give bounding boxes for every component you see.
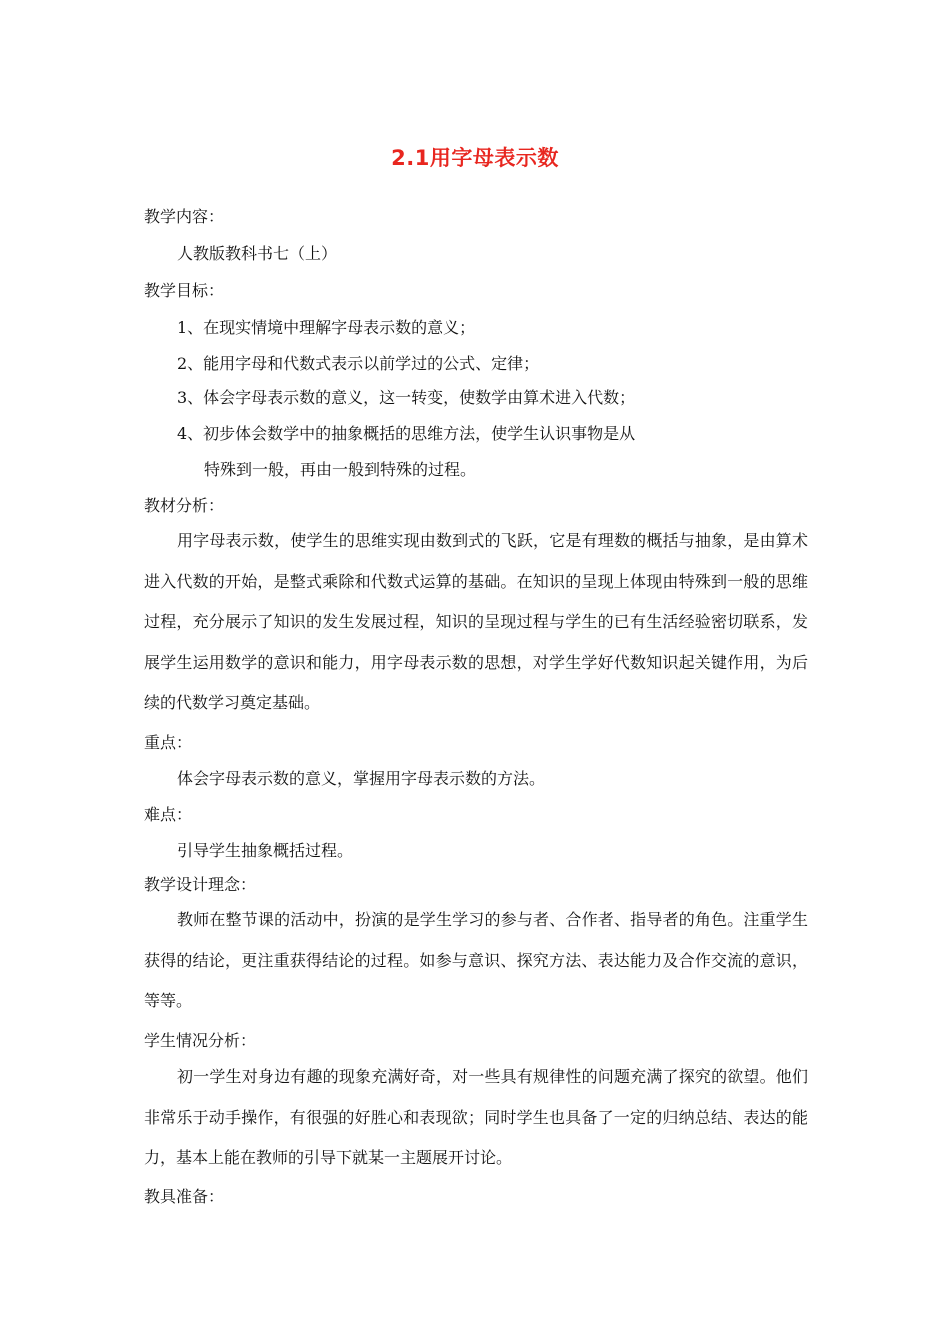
goals-heading: 教学目标： — [144, 281, 225, 300]
tools-heading: 教具准备： — [144, 1187, 225, 1206]
content-heading: 教学内容： — [144, 207, 225, 226]
page-title: 2.1用字母表示数 — [391, 146, 559, 170]
goal-item-2: 2、能用字母和代数式表示以前学过的公式、定律； — [177, 354, 540, 373]
analysis-heading: 教材分析： — [144, 496, 225, 515]
goal-item-1: 1、在现实情境中理解字母表示数的意义； — [177, 318, 476, 337]
goal-item-4-continued: 特殊到一般，再由一般到特殊的过程。 — [204, 460, 477, 479]
students-heading: 学生情况分析： — [144, 1031, 257, 1050]
key-text: 体会字母表示数的意义，掌握用字母表示数的方法。 — [177, 769, 546, 788]
students-paragraph: 初一学生对身边有趣的现象充满好奇，对一些具有规律性的问题充满了探究的欲望。他们非常乐于动手操作，有很强的好胜心和表现欲；同时学生也具备了一定的归纳总结、表达的能力，基本上能在教师的引导下就某一主题展开讨论。 — [144, 1067, 808, 1167]
philosophy-paragraph: 教师在整节课的活动中，扮演的是学生学习的参与者、合作者、指导者的角色。注重学生获得的结论，更注重获得结论的过程。如参与意识、探究方法、表达能力及合作交流的意识，等等。 — [144, 910, 808, 1010]
philosophy-heading: 教学设计理念： — [144, 875, 257, 894]
content-text: 人教版教科书七（上） — [177, 244, 338, 263]
goal-item-4: 4、初步体会数学中的抽象概括的思维方法，使学生认识事物是从 — [177, 424, 636, 443]
key-heading: 重点： — [144, 733, 193, 752]
analysis-paragraph: 用字母表示数，使学生的思维实现由数到式的飞跃，它是有理数的概括与抽象，是由算术进入代数的开始，是整式乘除和代数式运算的基础。在知识的呈现上体现由特殊到一般的思维过程，充分展示了知识的发生发展过程，知识的呈现过程与学生的已有生活经验密切联系，发展学生运用数学的意识和能力，用字母表示数的思想，对学生学好代数知识起关键作用，为后续的代数学习奠定基础。 — [144, 531, 808, 712]
goal-item-3: 3、体会字母表示数的意义，这一转变，使数学由算术进入代数； — [177, 388, 636, 407]
difficulty-heading: 难点： — [144, 805, 193, 824]
difficulty-text: 引导学生抽象概括过程。 — [177, 841, 354, 860]
